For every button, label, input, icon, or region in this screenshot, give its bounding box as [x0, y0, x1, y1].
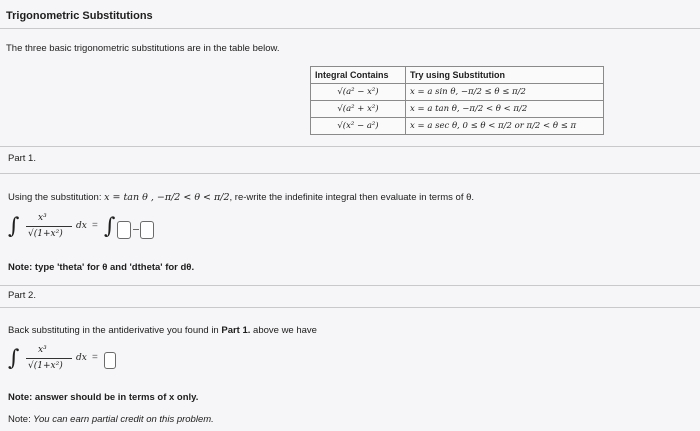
- table-cell-substitution: x = a sin θ, −π/2 ≤ θ ≤ π/2: [406, 84, 604, 101]
- part1-instruction: [8, 192, 474, 203]
- table-cell-substitution: x = a sec θ, 0 ≤ θ < π/2 or π/2 < θ ≤ π: [406, 118, 604, 135]
- integral-denominator: √(1+x²): [28, 361, 63, 371]
- part1-integral: [8, 212, 178, 248]
- integral-sign: ∫: [8, 214, 20, 239]
- integral-dx: dx: [76, 353, 87, 363]
- connector-line: [133, 229, 139, 230]
- integral-numerator: x³: [38, 345, 47, 355]
- answer-box[interactable]: [104, 352, 116, 369]
- divider: [0, 285, 700, 286]
- divider: [0, 28, 700, 29]
- table-header: Try using Substitution: [406, 67, 604, 84]
- divider: [0, 173, 700, 174]
- table-cell-substitution: x = a tan θ, −π/2 < θ < π/2: [406, 101, 604, 118]
- substitution-table: [310, 66, 604, 135]
- table-row: [311, 101, 604, 118]
- table-cell-contains: √(a² + x²): [311, 101, 406, 118]
- divider: [0, 307, 700, 308]
- table-row: [311, 118, 604, 135]
- page-title: Trigonometric Substitutions: [6, 10, 153, 22]
- table-header: Integral Contains: [311, 67, 406, 84]
- part2-note: Note: answer should be in terms of x only.: [8, 392, 199, 403]
- table-cell-contains: √(a² − x²): [311, 84, 406, 101]
- instruction-text: Using the substitution:: [8, 192, 105, 203]
- note-text: You can earn partial credit on this problem.: [30, 414, 214, 425]
- divider: [0, 146, 700, 147]
- integral-dx: dx: [76, 221, 87, 231]
- equals-sign: =: [92, 220, 98, 231]
- integral-numerator: x³: [38, 213, 47, 223]
- instruction-text: , re-write the indefinite integral then evaluate in terms of θ.: [229, 192, 475, 203]
- equals-sign: =: [92, 352, 98, 363]
- fraction-bar: [26, 226, 72, 227]
- fraction-bar: [26, 358, 72, 359]
- part2-instruction: [8, 325, 317, 336]
- part1-label: Part 1.: [8, 153, 36, 164]
- instruction-text: above we have: [250, 325, 317, 336]
- antiderivative-answer-box[interactable]: [140, 221, 154, 239]
- partial-credit-note: [8, 414, 214, 425]
- integral-sign: ∫: [104, 214, 116, 239]
- instruction-text: Back substituting in the antiderivative you found in: [8, 325, 222, 336]
- table-row: [311, 84, 604, 101]
- table-cell-contains: √(x² − a²): [311, 118, 406, 135]
- part2-integral: [8, 344, 128, 380]
- instruction-bold: Part 1.: [221, 325, 251, 336]
- integral-sign: ∫: [8, 346, 20, 371]
- intro-text: The three basic trigonometric substitutions are in the table below.: [6, 43, 280, 54]
- note-label: Note:: [8, 414, 31, 425]
- integral-denominator: √(1+x²): [28, 229, 63, 239]
- table-header-row: [311, 67, 604, 84]
- instruction-math: x = tan θ , −π/2 < θ < π/2: [104, 192, 230, 203]
- integrand-answer-box[interactable]: [117, 221, 131, 239]
- part1-note: Note: type 'theta' for θ and 'dtheta' for dθ.: [8, 262, 195, 273]
- part2-label: Part 2.: [8, 290, 36, 301]
